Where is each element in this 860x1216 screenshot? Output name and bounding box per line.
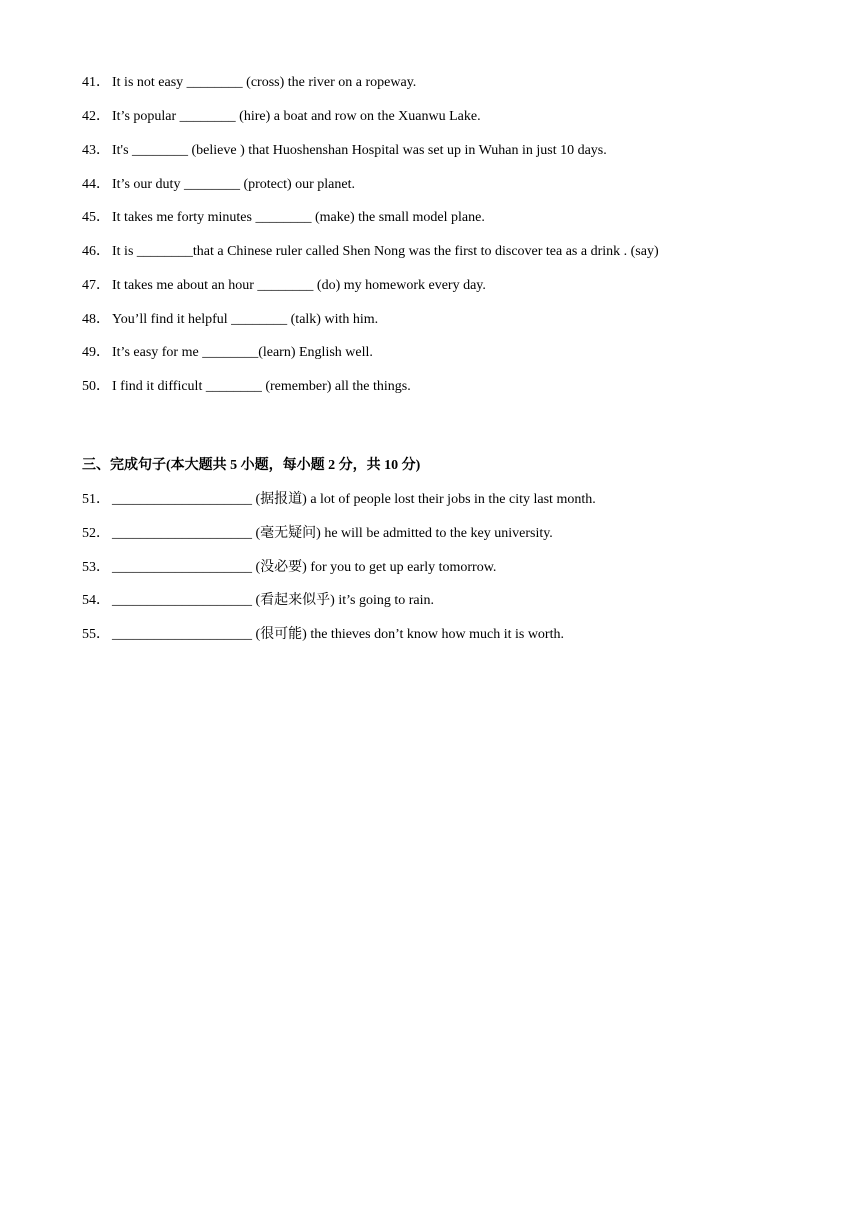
question-number: 54． — [82, 593, 110, 608]
question-number: 47． — [82, 278, 110, 293]
question-number: 52． — [82, 526, 110, 541]
question-number: 41． — [82, 75, 110, 90]
question-number: 50． — [82, 379, 110, 394]
question-number: 43． — [82, 143, 110, 158]
question-55 — [82, 626, 840, 644]
question-52 — [82, 525, 840, 543]
question-text: It’s popular ________ (hire) a boat and row on the Xuanwu Lake. — [112, 109, 481, 124]
question-number: 42． — [82, 109, 110, 124]
question-text: ____________________ (毫无疑问) he will be admitted to the key university. — [112, 526, 553, 541]
question-number: 48． — [82, 312, 110, 327]
question-number: 44． — [82, 177, 110, 192]
question-42 — [82, 108, 840, 126]
question-44 — [82, 176, 840, 194]
question-49 — [82, 344, 840, 362]
question-text: ____________________ (没必要) for you to get up early tomorrow. — [112, 560, 497, 575]
question-number: 53． — [82, 560, 110, 575]
question-50 — [82, 378, 840, 396]
question-45 — [82, 209, 840, 227]
question-text: I find it difficult ________ (remember) all the things. — [112, 379, 411, 394]
section-heading: 三、完成句子(本大题共 5 小题，每小题 2 分，共 10 分) — [82, 458, 421, 473]
question-number: 46． — [82, 244, 110, 259]
question-43 — [82, 142, 840, 160]
question-text: It takes me forty minutes ________ (make) the small model plane. — [112, 210, 485, 225]
question-47 — [82, 277, 840, 295]
question-54 — [82, 592, 840, 610]
question-number: 49． — [82, 345, 110, 360]
question-41 — [82, 74, 840, 92]
question-text: ____________________ (很可能) the thieves don’t know how much it is worth. — [112, 627, 564, 642]
question-51 — [82, 491, 840, 509]
question-text: It’s our duty ________ (protect) our planet. — [112, 177, 356, 192]
question-text: It is ________that a Chinese ruler called Shen Nong was the first to discover tea as a drink . (say) — [112, 244, 659, 259]
question-48 — [82, 311, 840, 329]
question-text: ____________________ (看起来似乎) it’s going to rain. — [112, 593, 434, 608]
question-number: 45． — [82, 210, 110, 225]
question-text: It's ________ (believe ) that Huoshenshan Hospital was set up in Wuhan in just 10 days. — [112, 143, 607, 158]
question-46 — [82, 243, 840, 261]
question-text: It’s easy for me ________(learn) English well. — [112, 345, 373, 360]
question-text: It takes me about an hour ________ (do) my homework every day. — [112, 278, 486, 293]
question-number: 55． — [82, 627, 110, 642]
question-number: 51． — [82, 492, 110, 507]
question-text: ____________________ (据报道) a lot of people lost their jobs in the city last month. — [112, 492, 596, 507]
question-53 — [82, 559, 840, 577]
question-text: It is not easy ________ (cross) the river on a ropeway. — [112, 75, 417, 90]
question-text: You’ll find it helpful ________ (talk) with him. — [112, 312, 379, 327]
